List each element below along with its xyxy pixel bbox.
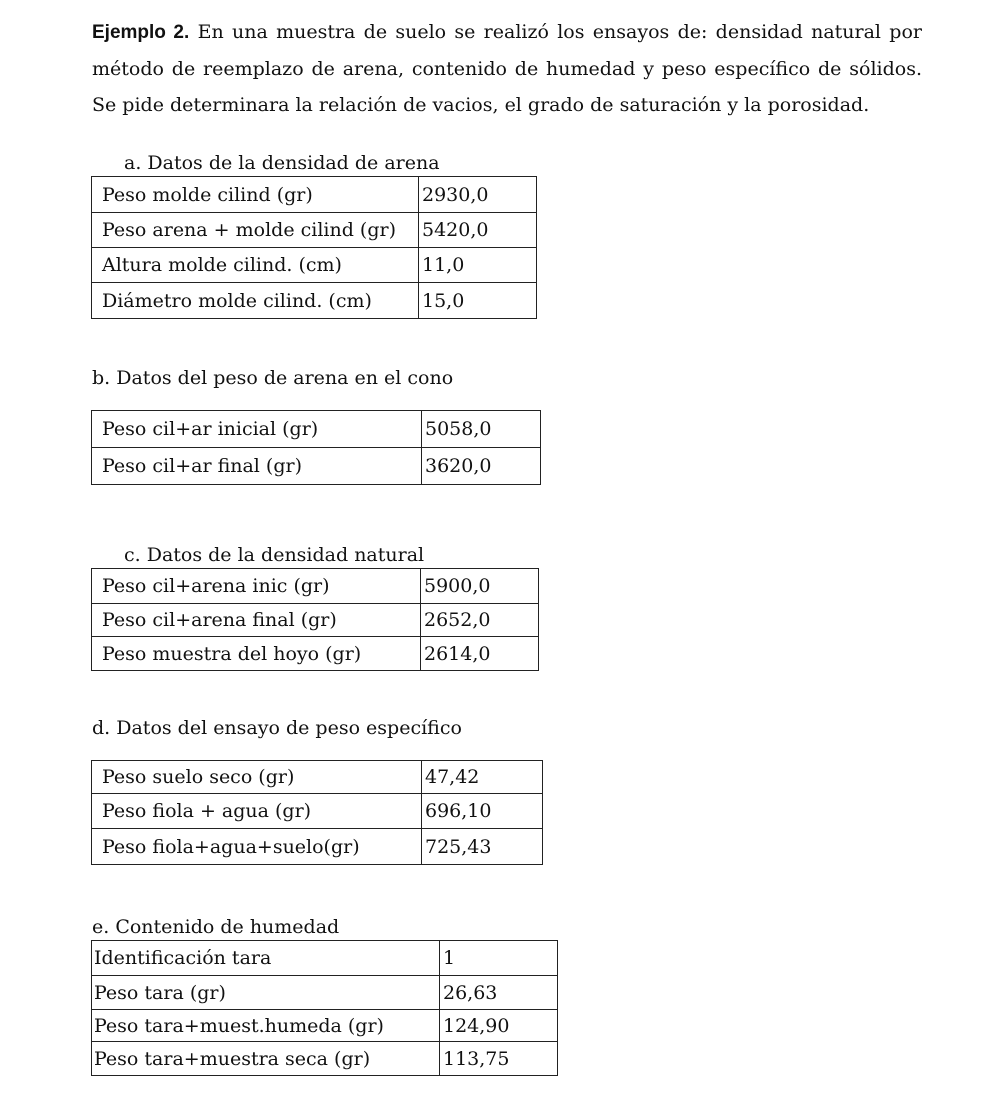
row-value: 5420,0 [419, 213, 537, 248]
section-d-title: d. Datos del ensayo de peso específico [92, 717, 462, 739]
row-value: 26,63 [440, 976, 558, 1010]
row-label: Peso cil+arena final (gr) [92, 604, 421, 637]
section-c-title: c. Datos de la densidad natural [124, 544, 425, 566]
cone-sand-table [91, 410, 541, 485]
table-row [92, 177, 537, 213]
table-row [92, 213, 537, 248]
row-label: Diámetro molde cilind. (cm) [92, 283, 419, 319]
row-label: Altura molde cilind. (cm) [92, 248, 419, 283]
specific-gravity-table [91, 760, 543, 865]
row-label: Peso suelo seco (gr) [92, 761, 422, 794]
table-row [92, 761, 543, 794]
table-row [92, 1010, 558, 1042]
table-row [92, 794, 543, 829]
table-row [92, 829, 543, 865]
table-row [92, 283, 537, 319]
row-value: 113,75 [440, 1042, 558, 1076]
row-label: Peso fiola+agua+suelo(gr) [92, 829, 422, 865]
table-row [92, 411, 541, 448]
row-label: Peso tara+muest.humeda (gr) [92, 1010, 440, 1042]
section-e-title: e. Contenido de humedad [92, 916, 340, 938]
table-row [92, 569, 539, 604]
row-value: 2930,0 [419, 177, 537, 213]
moisture-content-table [91, 940, 558, 1076]
table-row [92, 976, 558, 1010]
problem-text: En una muestra de suelo se realizó los ensayos de: densidad natural por método de reemplazo de arena, contenido de humedad y peso específico de sólidos. Se pide determinara la relación de vacios, el grado de saturación y la porosidad. [92, 21, 922, 116]
table-row [92, 448, 541, 485]
row-label: Peso cil+ar inicial (gr) [92, 411, 422, 448]
row-label: Peso tara+muestra seca (gr) [92, 1042, 440, 1076]
table-row [92, 604, 539, 637]
row-value: 2652,0 [421, 604, 539, 637]
table-row [92, 248, 537, 283]
row-value: 5900,0 [421, 569, 539, 604]
row-label: Peso tara (gr) [92, 976, 440, 1010]
row-value: 47,42 [422, 761, 543, 794]
row-label: Peso molde cilind (gr) [92, 177, 419, 213]
row-label: Peso fiola + agua (gr) [92, 794, 422, 829]
row-value: 1 [440, 941, 558, 976]
row-value: 15,0 [419, 283, 537, 319]
row-label: Peso muestra del hoyo (gr) [92, 637, 421, 671]
row-label: Identificación tara [92, 941, 440, 976]
problem-statement [92, 14, 922, 123]
row-label: Peso cil+arena inic (gr) [92, 569, 421, 604]
row-value: 5058,0 [422, 411, 541, 448]
example-heading: Ejemplo 2. [92, 22, 190, 43]
row-value: 124,90 [440, 1010, 558, 1042]
row-value: 725,43 [422, 829, 543, 865]
row-value: 3620,0 [422, 448, 541, 485]
table-row [92, 637, 539, 671]
table-row [92, 1042, 558, 1076]
section-a-title: a. Datos de la densidad de arena [124, 152, 440, 174]
section-b-title: b. Datos del peso de arena en el cono [92, 367, 454, 389]
table-row [92, 941, 558, 976]
row-value: 696,10 [422, 794, 543, 829]
natural-density-table [91, 568, 539, 671]
sand-density-table [91, 176, 537, 319]
row-label: Peso arena + molde cilind (gr) [92, 213, 419, 248]
row-value: 2614,0 [421, 637, 539, 671]
row-label: Peso cil+ar final (gr) [92, 448, 422, 485]
row-value: 11,0 [419, 248, 537, 283]
